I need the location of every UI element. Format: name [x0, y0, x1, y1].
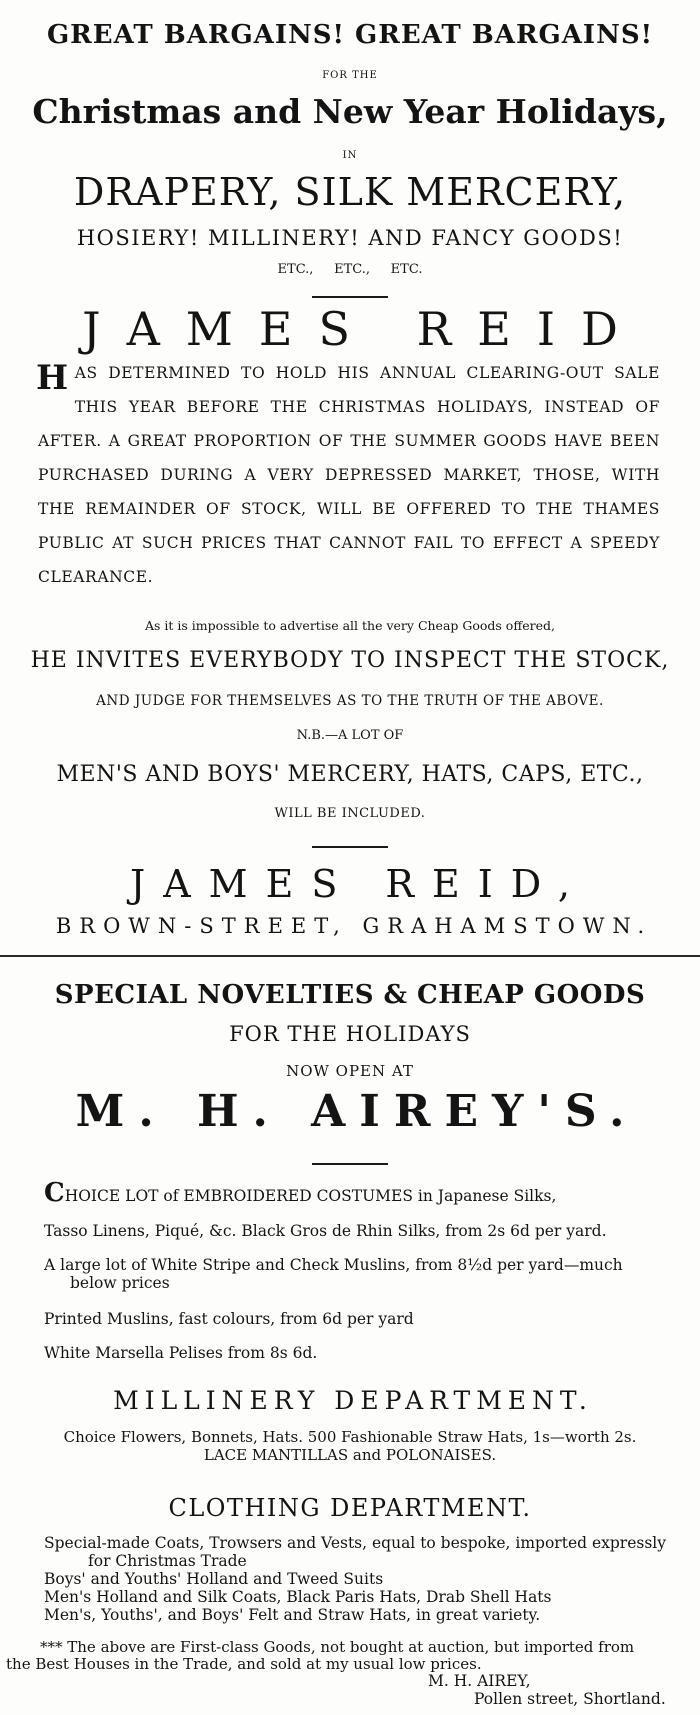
- airey-item: White Marsella Pelises from 8s 6d.: [44, 1344, 318, 1362]
- reid-intro-text: AS DETERMINED TO HOLD HIS ANNUAL CLEARING-OUT SALE THIS YEAR BEFORE THE CHRISTMAS HOLIDAYS, INSTEAD OF AFTER. A GREAT PROPORTION OF THE SUMMER GOODS HAVE BEEN PURCHASED DURING A VERY DEPRESSED MARKET, THOSE, WITH THE REMAINDER OF STOCK, WILL BE OFFERED TO THE THAMES PUBLIC AT SUCH PRICES THAT CANNOT FAIL TO EFFECT A SPEEDY CLEARANCE.: [38, 364, 660, 586]
- airey-name: M. H. AIREY'S.: [75, 1086, 639, 1137]
- reid-for-the: FOR THE: [322, 70, 378, 81]
- reid-impossible: As it is impossible to advertise all the very Cheap Goods offered,: [145, 618, 555, 633]
- airey-headline: SPECIAL NOVELTIES & CHEAP GOODS: [54, 980, 646, 1010]
- reid-invites: HE INVITES EVERYBODY TO INSPECT THE STOCK,: [30, 648, 670, 673]
- column-divider: [0, 955, 700, 957]
- reid-headline: GREAT BARGAINS! GREAT BARGAINS!: [46, 20, 654, 50]
- airey-note-line-1: *** The above are First-class Goods, not bought at auction, but imported from: [40, 1638, 635, 1656]
- airey-rule: [312, 1163, 388, 1165]
- clothing-item: [44, 1534, 670, 1570]
- airey-item: [44, 1256, 670, 1292]
- airey-dropcap: C: [44, 1178, 65, 1208]
- reid-dropcap: H: [36, 358, 69, 398]
- clothing-item-text: Special-made Coats, Trowsers and Vests, equal to bespoke, imported expressly: [44, 1534, 667, 1552]
- airey-for-holidays: FOR THE HOLIDAYS: [229, 1022, 471, 1046]
- reid-signature: JAMES REID,: [130, 862, 588, 906]
- airey-item: [44, 1178, 670, 1208]
- reid-holidays: Christmas and New Year Holidays,: [32, 92, 668, 131]
- airey-item: Printed Muslins, fast colours, from 6d per yard: [44, 1310, 414, 1328]
- reid-drapery: DRAPERY, SILK MERCERY,: [73, 170, 627, 214]
- airey-now-open: NOW OPEN AT: [286, 1062, 414, 1080]
- reid-rule-2: [312, 846, 388, 848]
- airey-note-line-2: the Best Houses in the Trade, and sold at my usual low prices.: [6, 1655, 482, 1673]
- millinery-title: MILLINERY DEPARTMENT.: [113, 1386, 593, 1415]
- clothing-title: CLOTHING DEPARTMENT.: [168, 1494, 532, 1522]
- reid-rule-1: [312, 296, 388, 298]
- reid-etc: ETC., ETC., ETC.: [277, 262, 423, 277]
- reid-in: IN: [342, 150, 358, 161]
- airey-item-text: A large lot of White Stripe and Check Muslins, from 8½d per yard—much: [44, 1256, 623, 1274]
- millinery-line-1: Choice Flowers, Bonnets, Hats. 500 Fashionable Straw Hats, 1s—worth 2s.: [63, 1428, 637, 1446]
- airey-signature: M. H. AIREY,: [428, 1672, 531, 1690]
- reid-goods: HOSIERY! MILLINERY! AND FANCY GOODS!: [76, 226, 624, 250]
- reid-included: WILL BE INCLUDED.: [274, 806, 426, 821]
- airey-item: Tasso Linens, Piqué, &c. Black Gros de Rhin Silks, from 2s 6d per yard.: [44, 1222, 607, 1240]
- clothing-item-cont: for Christmas Trade: [88, 1552, 247, 1570]
- reid-nb: N.B.—A LOT OF: [296, 728, 404, 743]
- airey-address: Pollen street, Shortland.: [474, 1690, 666, 1708]
- airey-item-cont: below prices: [70, 1274, 170, 1292]
- clothing-item: Men's Holland and Silk Coats, Black Paris Hats, Drab Shell Hats: [44, 1588, 552, 1606]
- reid-mens: MEN'S AND BOYS' MERCERY, HATS, CAPS, ETC.,: [56, 762, 644, 787]
- clothing-item: Boys' and Youths' Holland and Tweed Suits: [44, 1570, 384, 1588]
- reid-address: BROWN-STREET, GRAHAMSTOWN.: [55, 914, 653, 938]
- clothing-item: Men's, Youths', and Boys' Felt and Straw Hats, in great variety.: [44, 1606, 541, 1624]
- reid-name: JAMES REID: [82, 302, 644, 356]
- reid-intro-paragraph: [38, 356, 660, 594]
- millinery-line-2: LACE MANTILLAS and POLONAISES.: [203, 1446, 497, 1464]
- reid-judge: AND JUDGE FOR THEMSELVES AS TO THE TRUTH OF THE ABOVE.: [96, 693, 604, 709]
- airey-item-text: HOICE LOT of EMBROIDERED COSTUMES in Japanese Silks,: [64, 1187, 557, 1205]
